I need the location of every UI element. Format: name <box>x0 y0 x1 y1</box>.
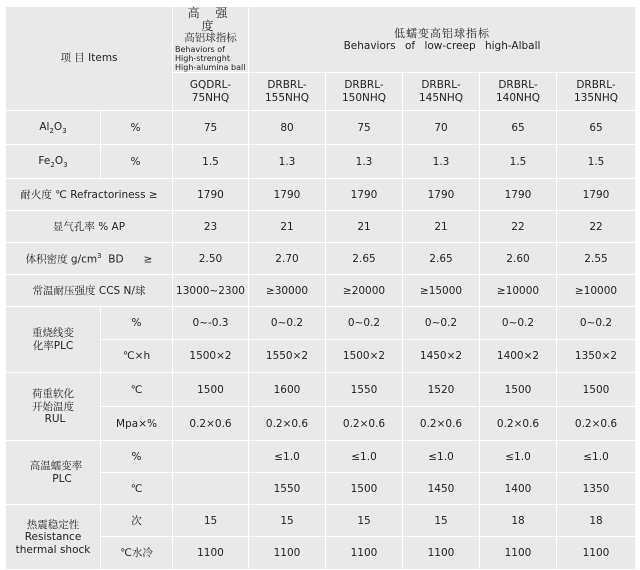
cell: 1400 <box>480 473 557 505</box>
row-unit: ℃水冷 <box>101 537 173 570</box>
cell: 21 <box>249 211 326 243</box>
cell: 1.5 <box>480 145 557 179</box>
cell: 70 <box>403 111 480 145</box>
table-row <box>6 537 636 570</box>
cell: 22 <box>557 211 636 243</box>
cell: ≤1.0 <box>403 441 480 473</box>
col1-title <box>173 7 249 73</box>
cell: 1100 <box>403 537 480 570</box>
col1-title-en1: Behaviors of <box>175 44 225 54</box>
cell: 75 <box>326 111 403 145</box>
cell <box>173 441 249 473</box>
cell: 1550 <box>326 373 403 407</box>
cell: 18 <box>557 505 636 537</box>
cell: 1.3 <box>249 145 326 179</box>
spec-table <box>5 6 636 570</box>
cell: 2.50 <box>173 243 249 275</box>
cell: ≤1.0 <box>249 441 326 473</box>
cell: 75 <box>173 111 249 145</box>
row-unit: % <box>101 307 173 340</box>
cell: 1790 <box>326 179 403 211</box>
cell: ≥10000 <box>557 275 636 307</box>
table-row <box>6 473 636 505</box>
group-label-rul: 荷重软化 开始温度 RUL <box>6 373 101 441</box>
cell: 2.70 <box>249 243 326 275</box>
group-title <box>249 7 636 73</box>
table-row <box>6 340 636 373</box>
model-name: DRBRL- 145NHQ <box>403 73 480 111</box>
cell: 1500 <box>557 373 636 407</box>
cell: 21 <box>403 211 480 243</box>
cell <box>173 473 249 505</box>
cell: 65 <box>557 111 636 145</box>
cell: 80 <box>249 111 326 145</box>
cell: 1790 <box>173 179 249 211</box>
cell: 0.2×0.6 <box>557 407 636 441</box>
cell: 1500×2 <box>173 340 249 373</box>
cell: 0.2×0.6 <box>480 407 557 441</box>
col1-title-en3: High-alumina ball <box>175 63 246 73</box>
col1-title-en2: High-strenght <box>175 54 230 64</box>
cell: 0.2×0.6 <box>403 407 480 441</box>
model-name: GQDRL- 75NHQ <box>173 73 249 111</box>
row-label-al2o3: $Al_2O_3$ <box>6 111 101 145</box>
cell: 1550 <box>249 473 326 505</box>
row-label-ap: 显气孔率 % AP <box>6 211 173 243</box>
cell: 1500×2 <box>326 340 403 373</box>
cell: 1100 <box>480 537 557 570</box>
cell: 1350×2 <box>557 340 636 373</box>
group-title-cn: 低蠕变高铝球指标 <box>394 26 490 40</box>
table-row <box>6 211 636 243</box>
cell: 1400×2 <box>480 340 557 373</box>
cell: ≤1.0 <box>480 441 557 473</box>
model-name: DRBRL- 140NHQ <box>480 73 557 111</box>
cell: 1350 <box>557 473 636 505</box>
cell: 0~0.2 <box>249 307 326 340</box>
group-title-en: Behaviors of low-creep high-Alball <box>343 40 541 53</box>
cell: 1500 <box>480 373 557 407</box>
cell: 0~-0.3 <box>173 307 249 340</box>
cell: 1100 <box>173 537 249 570</box>
cell: 1.3 <box>326 145 403 179</box>
row-unit: % <box>101 111 173 145</box>
cell: 2.55 <box>557 243 636 275</box>
cell: 1790 <box>403 179 480 211</box>
cell: 15 <box>403 505 480 537</box>
row-unit: ℃ <box>101 473 173 505</box>
cell: 1600 <box>249 373 326 407</box>
cell: 1790 <box>480 179 557 211</box>
row-label-bd: 体积密度 $g/cm^3$ BD ≥ <box>6 243 173 275</box>
cell: 15 <box>326 505 403 537</box>
cell: 1450 <box>403 473 480 505</box>
cell: 0~0.2 <box>480 307 557 340</box>
cell: ≥10000 <box>480 275 557 307</box>
group-label-thermal-shock: 热震稳定性 Resistance thermal shock <box>6 505 101 570</box>
cell: 21 <box>326 211 403 243</box>
row-unit: % <box>101 145 173 179</box>
items-header: 项 目 Items <box>6 7 173 111</box>
cell: 1450×2 <box>403 340 480 373</box>
cell: 2.65 <box>326 243 403 275</box>
cell: 1100 <box>557 537 636 570</box>
cell: ≤1.0 <box>557 441 636 473</box>
cell: 1.5 <box>173 145 249 179</box>
cell: 1500 <box>173 373 249 407</box>
cell: 1100 <box>249 537 326 570</box>
row-label-fe2o3: $Fe_2O_3$ <box>6 145 101 179</box>
cell: 0.2×0.6 <box>326 407 403 441</box>
row-label-ccs: 常温耐压强度 CCS N/球 <box>6 275 173 307</box>
cell: 13000~2300 <box>173 275 249 307</box>
cell: 15 <box>249 505 326 537</box>
table-row <box>6 179 636 211</box>
cell: 1790 <box>557 179 636 211</box>
group-label-plc: 重烧线变 化率PLC <box>6 307 101 373</box>
cell: ≥20000 <box>326 275 403 307</box>
cell: 23 <box>173 211 249 243</box>
table-row <box>6 275 636 307</box>
cell: 0~0.2 <box>557 307 636 340</box>
cell: 1550×2 <box>249 340 326 373</box>
cell: 1.5 <box>557 145 636 179</box>
table-row <box>6 373 636 407</box>
cell: 1.3 <box>403 145 480 179</box>
cell: 0.2×0.6 <box>173 407 249 441</box>
cell: 0~0.2 <box>326 307 403 340</box>
cell: 0~0.2 <box>403 307 480 340</box>
row-unit: 次 <box>101 505 173 537</box>
cell: ≥15000 <box>403 275 480 307</box>
group-label-creep: 高温蠕变率 PLC <box>6 441 101 505</box>
cell: 65 <box>480 111 557 145</box>
table-row <box>6 243 636 275</box>
row-unit: % <box>101 441 173 473</box>
table-row <box>6 407 636 441</box>
cell: ≥30000 <box>249 275 326 307</box>
cell: 22 <box>480 211 557 243</box>
table-row <box>6 441 636 473</box>
header-row <box>6 7 636 73</box>
cell: 1100 <box>326 537 403 570</box>
row-unit: ℃ <box>101 373 173 407</box>
cell: 0.2×0.6 <box>249 407 326 441</box>
table-row <box>6 145 636 179</box>
cell: 15 <box>173 505 249 537</box>
cell: 2.65 <box>403 243 480 275</box>
row-unit: Mpa×% <box>101 407 173 441</box>
row-label-refractoriness: 耐火度 ℃ Refractoriness ≥ <box>6 179 173 211</box>
col1-title-cn: 高 强 度 <box>187 6 234 34</box>
cell: 2.60 <box>480 243 557 275</box>
cell: ≤1.0 <box>326 441 403 473</box>
table-row <box>6 111 636 145</box>
col1-title-cn2: 高铝球指标 <box>184 32 237 45</box>
table-row <box>6 505 636 537</box>
cell: 18 <box>480 505 557 537</box>
model-name: DRBRL- 150NHQ <box>326 73 403 111</box>
model-name: DRBRL- 155NHQ <box>249 73 326 111</box>
cell: 1520 <box>403 373 480 407</box>
cell: 1790 <box>249 179 326 211</box>
cell: 1500 <box>326 473 403 505</box>
model-name: DRBRL- 135NHQ <box>557 73 636 111</box>
table-row <box>6 307 636 340</box>
row-unit: ℃×h <box>101 340 173 373</box>
